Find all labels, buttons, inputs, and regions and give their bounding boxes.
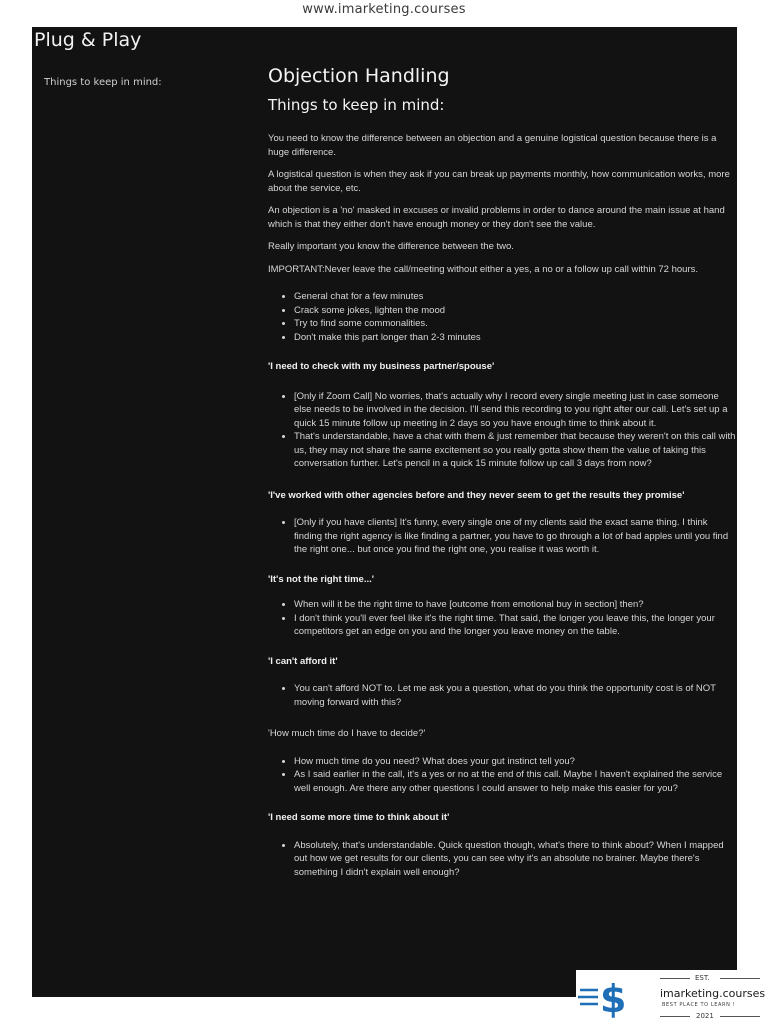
objection-heading: 'I need some more time to think about it' (268, 812, 450, 823)
document-panel (32, 27, 737, 997)
list-item: • Try to find some commonalities. (294, 317, 736, 331)
list-item: • [Only if Zoom Call] No worries, that's actually why I record every single meeting just in case someone else needs to be involved in the decision. I'll send this recording to you right after our call. Let's set up a quick 15 minute follow up meeting in 2 days so you have enough time to think about it. (294, 390, 736, 431)
paragraph: You need to know the difference between an objection and a genuine logistical question because there is a huge difference. (268, 133, 717, 158)
list-item: • You can't afford NOT to. Let me ask you a question, what do you think the opportunity cost is of NOT moving forward with this? (294, 682, 736, 709)
list-item: • As I said earlier in the call, it's a yes or no at the end of this call. Maybe I haven't explained the service well enough. Are there any other questions I could answer to help make this easier for you? (294, 768, 736, 795)
list-item: • When will it be the right time to have [outcome from emotional buy in section] then? (294, 598, 736, 612)
badge-est: EST. (695, 974, 710, 982)
svg-text:$: $ (600, 977, 627, 1020)
objection-responses (268, 390, 736, 471)
watermark-badge (576, 970, 768, 1024)
paragraph: Really important you know the difference between the two. (268, 241, 514, 252)
objection-heading: 'How much time do I have to decide?' (268, 728, 426, 739)
main-content (268, 65, 736, 888)
paragraph: An objection is a 'no' masked in excuses or invalid problems in order to dance around the main issue at hand which is that they either don't have enough money or they don't see the value. (268, 205, 725, 230)
list-item: • Absolutely, that's understandable. Quick question though, what's there to think about? When I mapped out how we get results for our clients, you can see why it's an absolute no brainer. Maybe there's something I didn't explain well enough? (294, 839, 736, 880)
list-item: • General chat for a few minutes (294, 290, 736, 304)
watermark-url: www.imarketing.courses (302, 2, 466, 17)
list-item: • How much time do you need? What does your gut instinct tell you? (294, 755, 736, 769)
section-subtitle: Things to keep in mind: (268, 96, 445, 114)
objection-responses (268, 839, 736, 880)
objection-responses (268, 755, 736, 796)
page-title: Objection Handling (268, 65, 450, 87)
list-item: • Crack some jokes, lighten the mood (294, 304, 736, 318)
objection-heading: 'I need to check with my business partner/spouse' (268, 361, 495, 372)
list-item: • That's understandable, have a chat with them & just remember that because they weren't on this call with us, they may not share the same excitement so you really gotta show them the value of taking this conversation further. Let's pencil in a quick 15 minute follow up call 3 days from now? (294, 430, 736, 471)
intro-list (268, 290, 736, 344)
objection-heading: 'It's not the right time...' (268, 573, 374, 585)
badge-name: imarketing.courses (660, 987, 766, 1000)
objection-heading: 'I've worked with other agencies before and they never seem to get the results they promise' (268, 489, 685, 501)
objection-heading: 'I can't afford it' (268, 655, 338, 667)
objection-responses (268, 682, 736, 709)
brand-title: Plug & Play (34, 29, 142, 51)
badge-tagline: BEST PLACE TO LEARN ! (662, 1002, 736, 1008)
sidebar-item-things-to-keep-in-mind[interactable]: Things to keep in mind: (44, 77, 162, 88)
objection-responses (268, 598, 736, 639)
dollar-sign-icon (578, 974, 646, 1020)
paragraph: IMPORTANT:Never leave the call/meeting without either a yes, a no or a follow up call within 72 hours. (268, 263, 698, 275)
list-item: • Don't make this part longer than 2-3 minutes (294, 331, 736, 345)
list-item: • I don't think you'll ever feel like it's the right time. That said, the longer you leave this, the longer your competitors get an edge on you and the longer you leave money on the table. (294, 612, 736, 639)
objection-responses (268, 516, 736, 557)
badge-year: 2021 (696, 1012, 714, 1020)
list-item: • [Only if you have clients] It's funny, every single one of my clients said the exact same thing. I think finding the right agency is like finding a partner, you have to go through a lot of bad apples until you find the right one... but once you find the right one, you realise it was worth it. (294, 516, 736, 557)
paragraph: A logistical question is when they ask if you can break up payments monthly, how communication works, more about the service, etc. (268, 169, 730, 194)
